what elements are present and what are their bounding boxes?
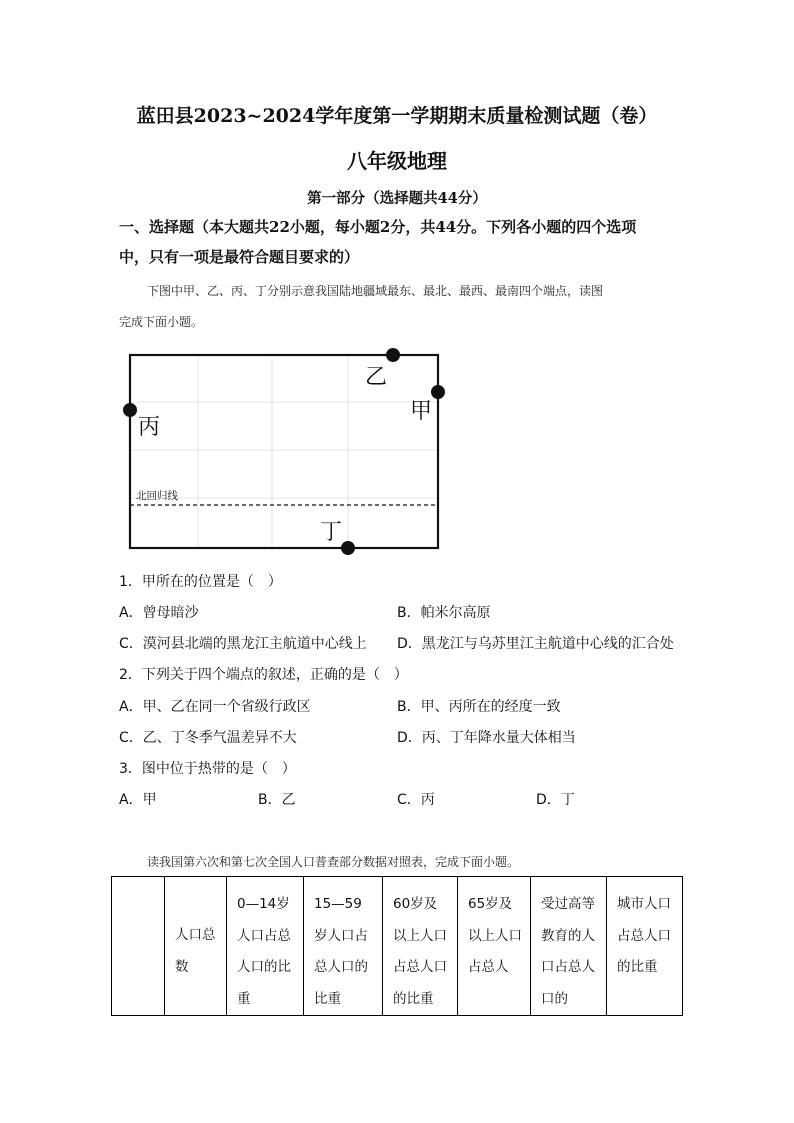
point-yi-marker: [386, 348, 400, 362]
table-header-cell: [112, 877, 165, 1016]
question-3-option-d: D．丁: [536, 792, 575, 808]
figure-intro-line1: 下图中甲、乙、丙、丁分别示意我国陆地疆域最东、最北、最西、最南四个端点，读图: [147, 284, 604, 298]
point-jia-marker: [431, 385, 445, 399]
question-1-option-b: B．帕米尔高原: [397, 605, 491, 621]
page-subtitle: 八年级地理: [347, 149, 447, 173]
label-bing: 丙: [138, 415, 161, 440]
section-instruction-line2: 中，只有一项是最符合题目要求的）: [119, 248, 360, 266]
tropic-label: 北回归线: [136, 490, 178, 502]
table-intro: 读我国第六次和第七次全国人口普查部分数据对照表，完成下面小题。: [147, 855, 520, 869]
section-instruction-line1: 一、选择题（本大题共22小题，每小题2分，共44分。下列各小题的四个选项: [119, 218, 637, 236]
question-2-stem: 2．下列关于四个端点的叙述，正确的是（ ）: [119, 667, 408, 683]
question-3-option-c: C．丙: [397, 792, 435, 808]
figure-intro-line2: 完成下面小题。: [119, 315, 204, 329]
question-3-option-a: A．甲: [119, 792, 157, 808]
question-1-stem: 1．甲所在的位置是（ ）: [119, 574, 282, 590]
table-header-cell: 65岁及以上人口占总人: [458, 877, 531, 1016]
map-grid: [130, 355, 438, 548]
label-ding: 丁: [320, 520, 343, 545]
question-3-stem: 3．图中位于热带的是（ ）: [119, 761, 296, 777]
question-2-option-d: D．丙、丁年降水量大体相当: [397, 730, 576, 746]
label-yi: 乙: [365, 365, 388, 390]
territory-extremes-diagram: [118, 340, 458, 565]
table-header-cell: 0—14岁人口占总人口的比重: [227, 877, 304, 1016]
table-header-cell: 城市人口占总人口的比重: [607, 877, 683, 1016]
table-header-cell: 受过高等教育的人口占总人口的: [531, 877, 607, 1016]
question-2-option-a: A．甲、乙在同一个省级行政区: [119, 699, 311, 715]
table-header-cell: 15—59岁人口占总人口的比重: [304, 877, 383, 1016]
label-jia: 甲: [410, 399, 433, 424]
point-ding-marker: [341, 541, 355, 555]
question-1-option-a: A．曾母暗沙: [119, 605, 199, 621]
table-header-cell: 60岁及以上人口占总人口的比重: [383, 877, 458, 1016]
question-1-option-c: C．漠河县北端的黑龙江主航道中心线上: [119, 636, 367, 652]
table-header-row: [112, 877, 683, 1016]
page-title: 蓝田县2023~2024学年度第一学期期末质量检测试题（卷）: [136, 105, 658, 127]
point-bing-marker: [123, 403, 137, 417]
census-comparison-table: [111, 876, 683, 1016]
territory-frame: [130, 355, 438, 548]
question-2-option-b: B．甲、丙所在的经度一致: [397, 699, 561, 715]
table-header-cell: 人口总数: [165, 877, 227, 1016]
question-2-option-c: C．乙、丁冬季气温差异不大: [119, 730, 297, 746]
question-1-option-d: D．黑龙江与乌苏里江主航道中心线的汇合处: [397, 636, 674, 652]
part-heading: 第一部分（选择题共44分）: [307, 190, 487, 207]
question-3-option-b: B．乙: [258, 792, 296, 808]
